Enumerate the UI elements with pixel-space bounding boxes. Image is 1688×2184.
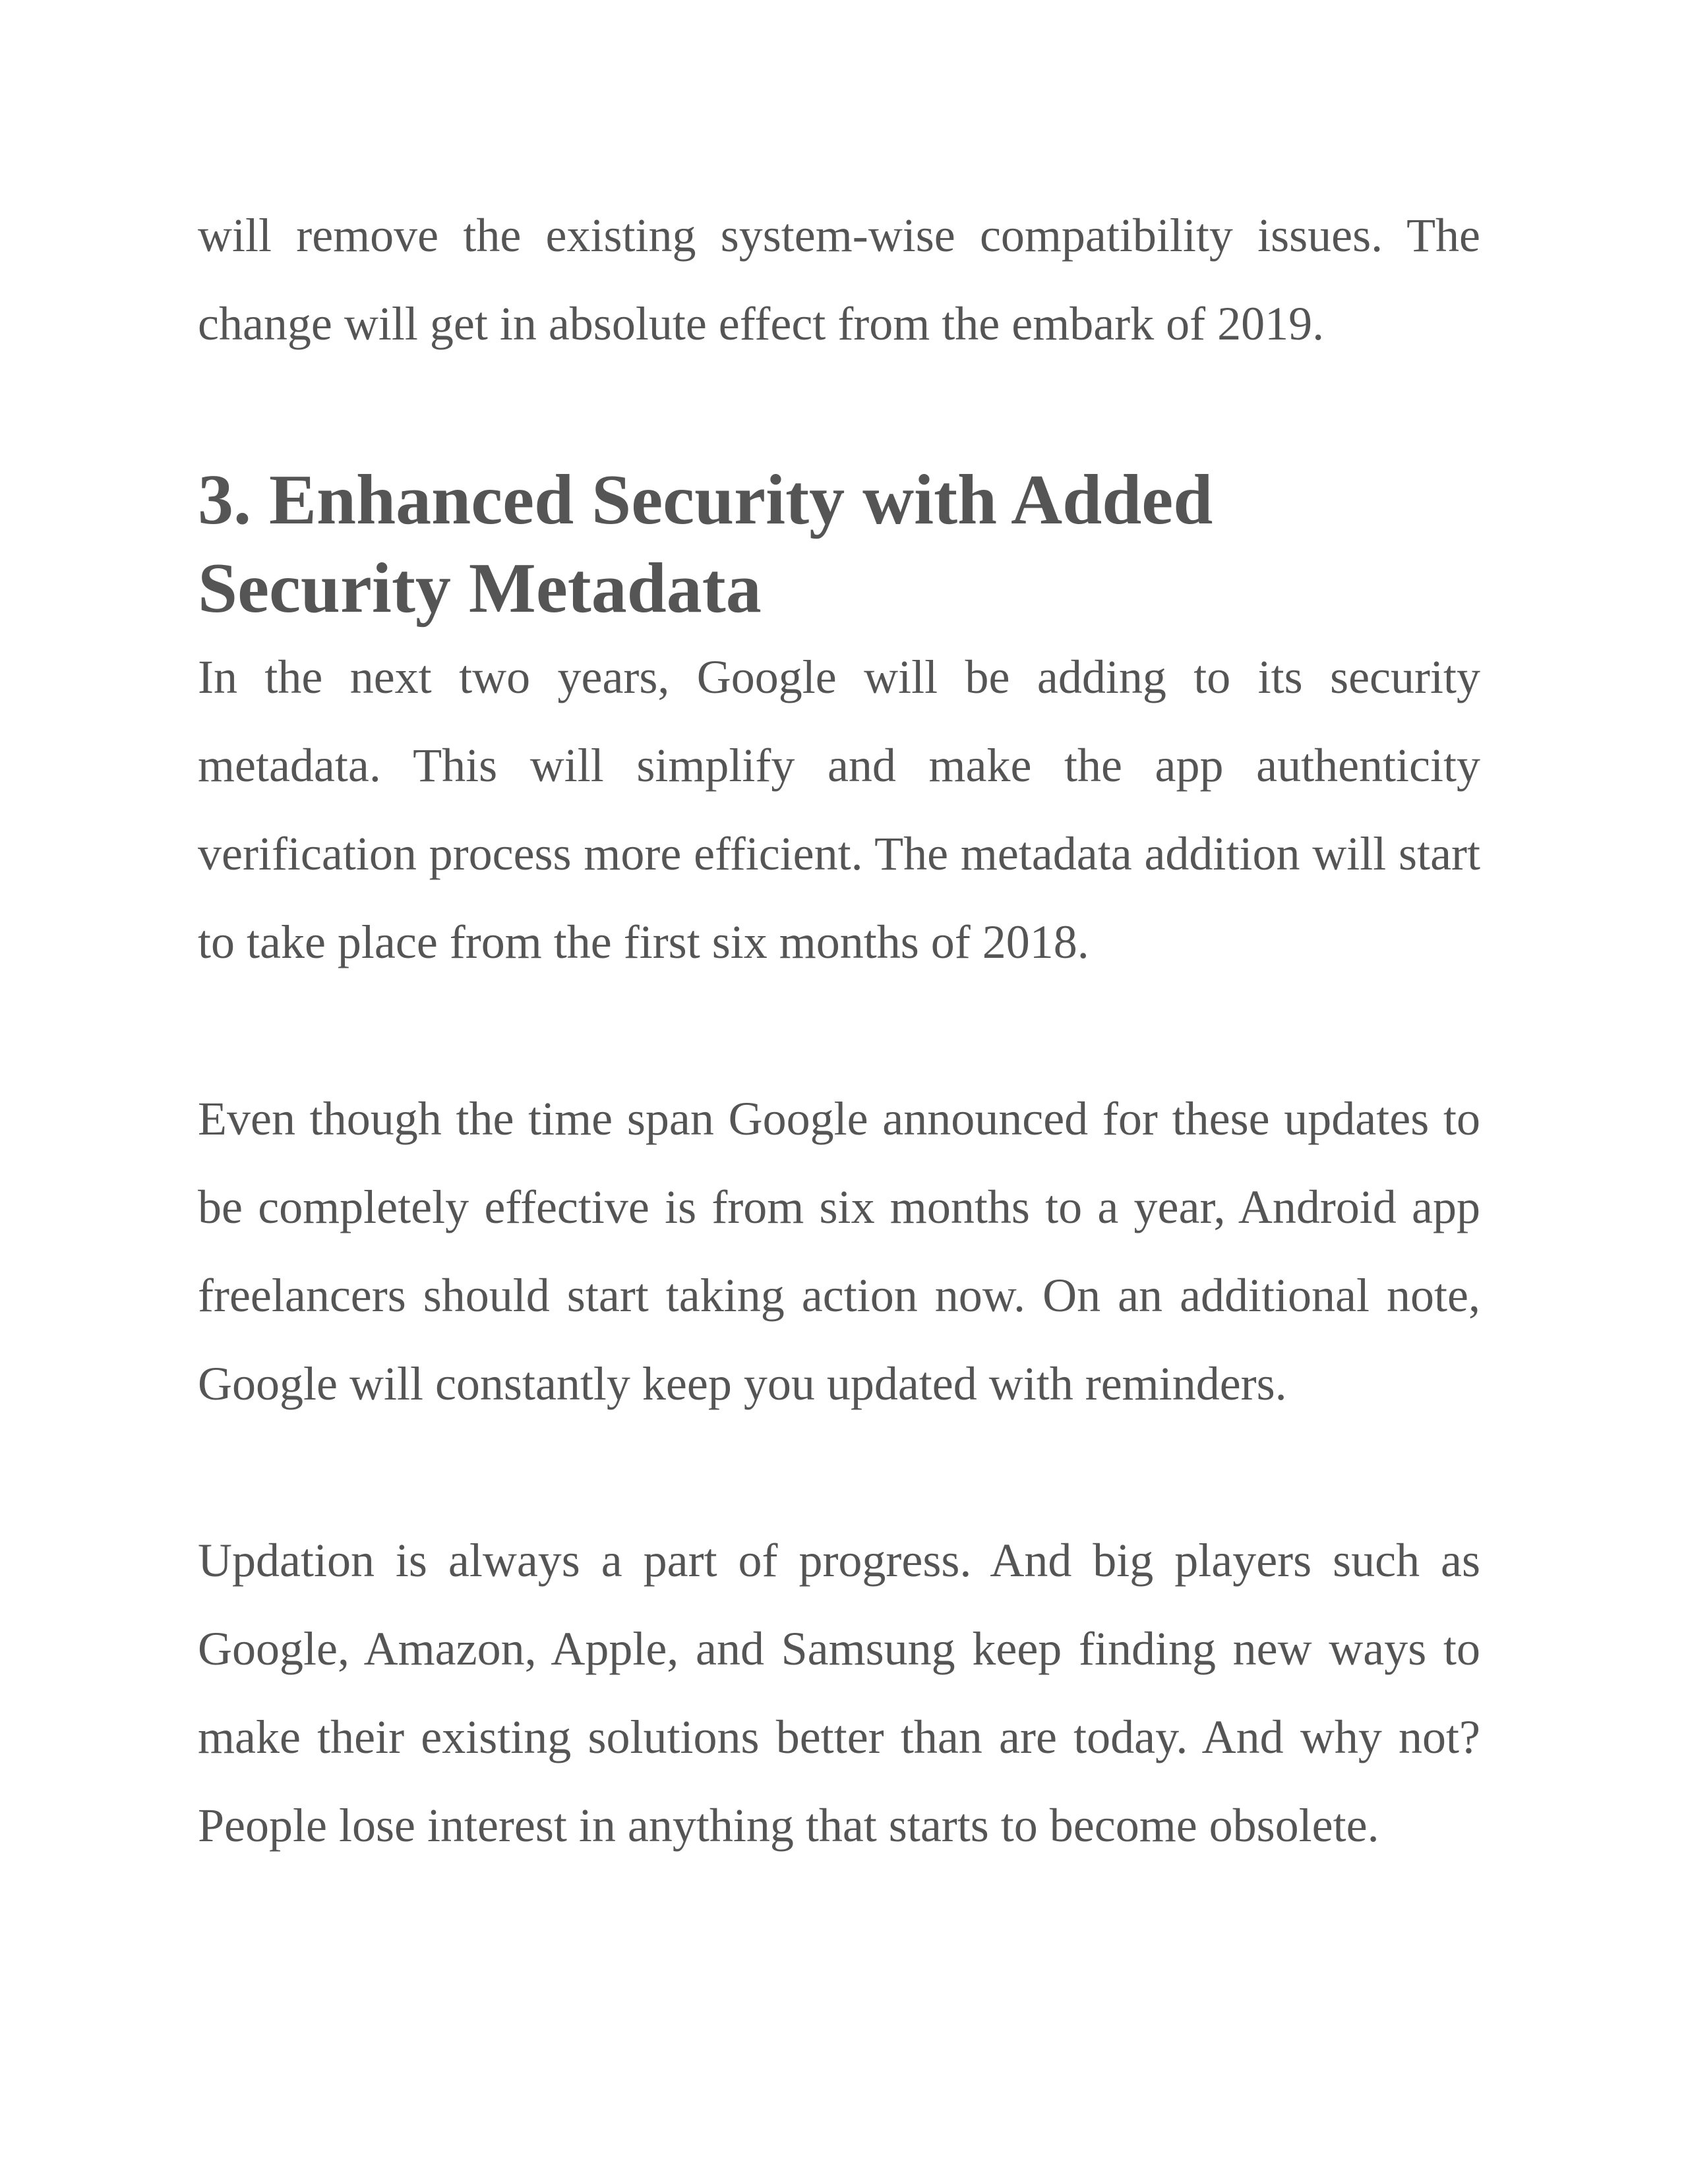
paragraph-security-metadata: In the next two years, Google will be adding to its security metadata. This will simplify and make the app authenticity verification process more efficient. The metadata addition will start to take place from the first six months of 2018. (198, 651, 1480, 968)
paragraph-time-span: Even though the time span Google announced for these updates to be completely effective is from six months to a year, Android app freelancers should start taking action now. On an additional note, Google will constantly keep you updated with reminders. (198, 1092, 1480, 1410)
paragraph-updation: Updation is always a part of progress. And big players such as Google, Amazon, Apple, and Samsung keep finding new ways to make their existing solutions better than are today. And why not? People lose interest in anything that starts to become obsolete. (198, 1534, 1480, 1852)
paragraph-spacer (198, 1428, 1480, 1516)
paragraph-spacer (198, 368, 1480, 456)
document-body (198, 191, 1480, 1870)
section-heading: 3. Enhanced Security with Added Security Metadata (198, 461, 1213, 628)
paragraph-compatibility: will remove the existing system-wise compatibility issues. The change will get in absolute effect from the embark of 2019. (198, 209, 1480, 350)
paragraph-spacer (198, 986, 1480, 1075)
